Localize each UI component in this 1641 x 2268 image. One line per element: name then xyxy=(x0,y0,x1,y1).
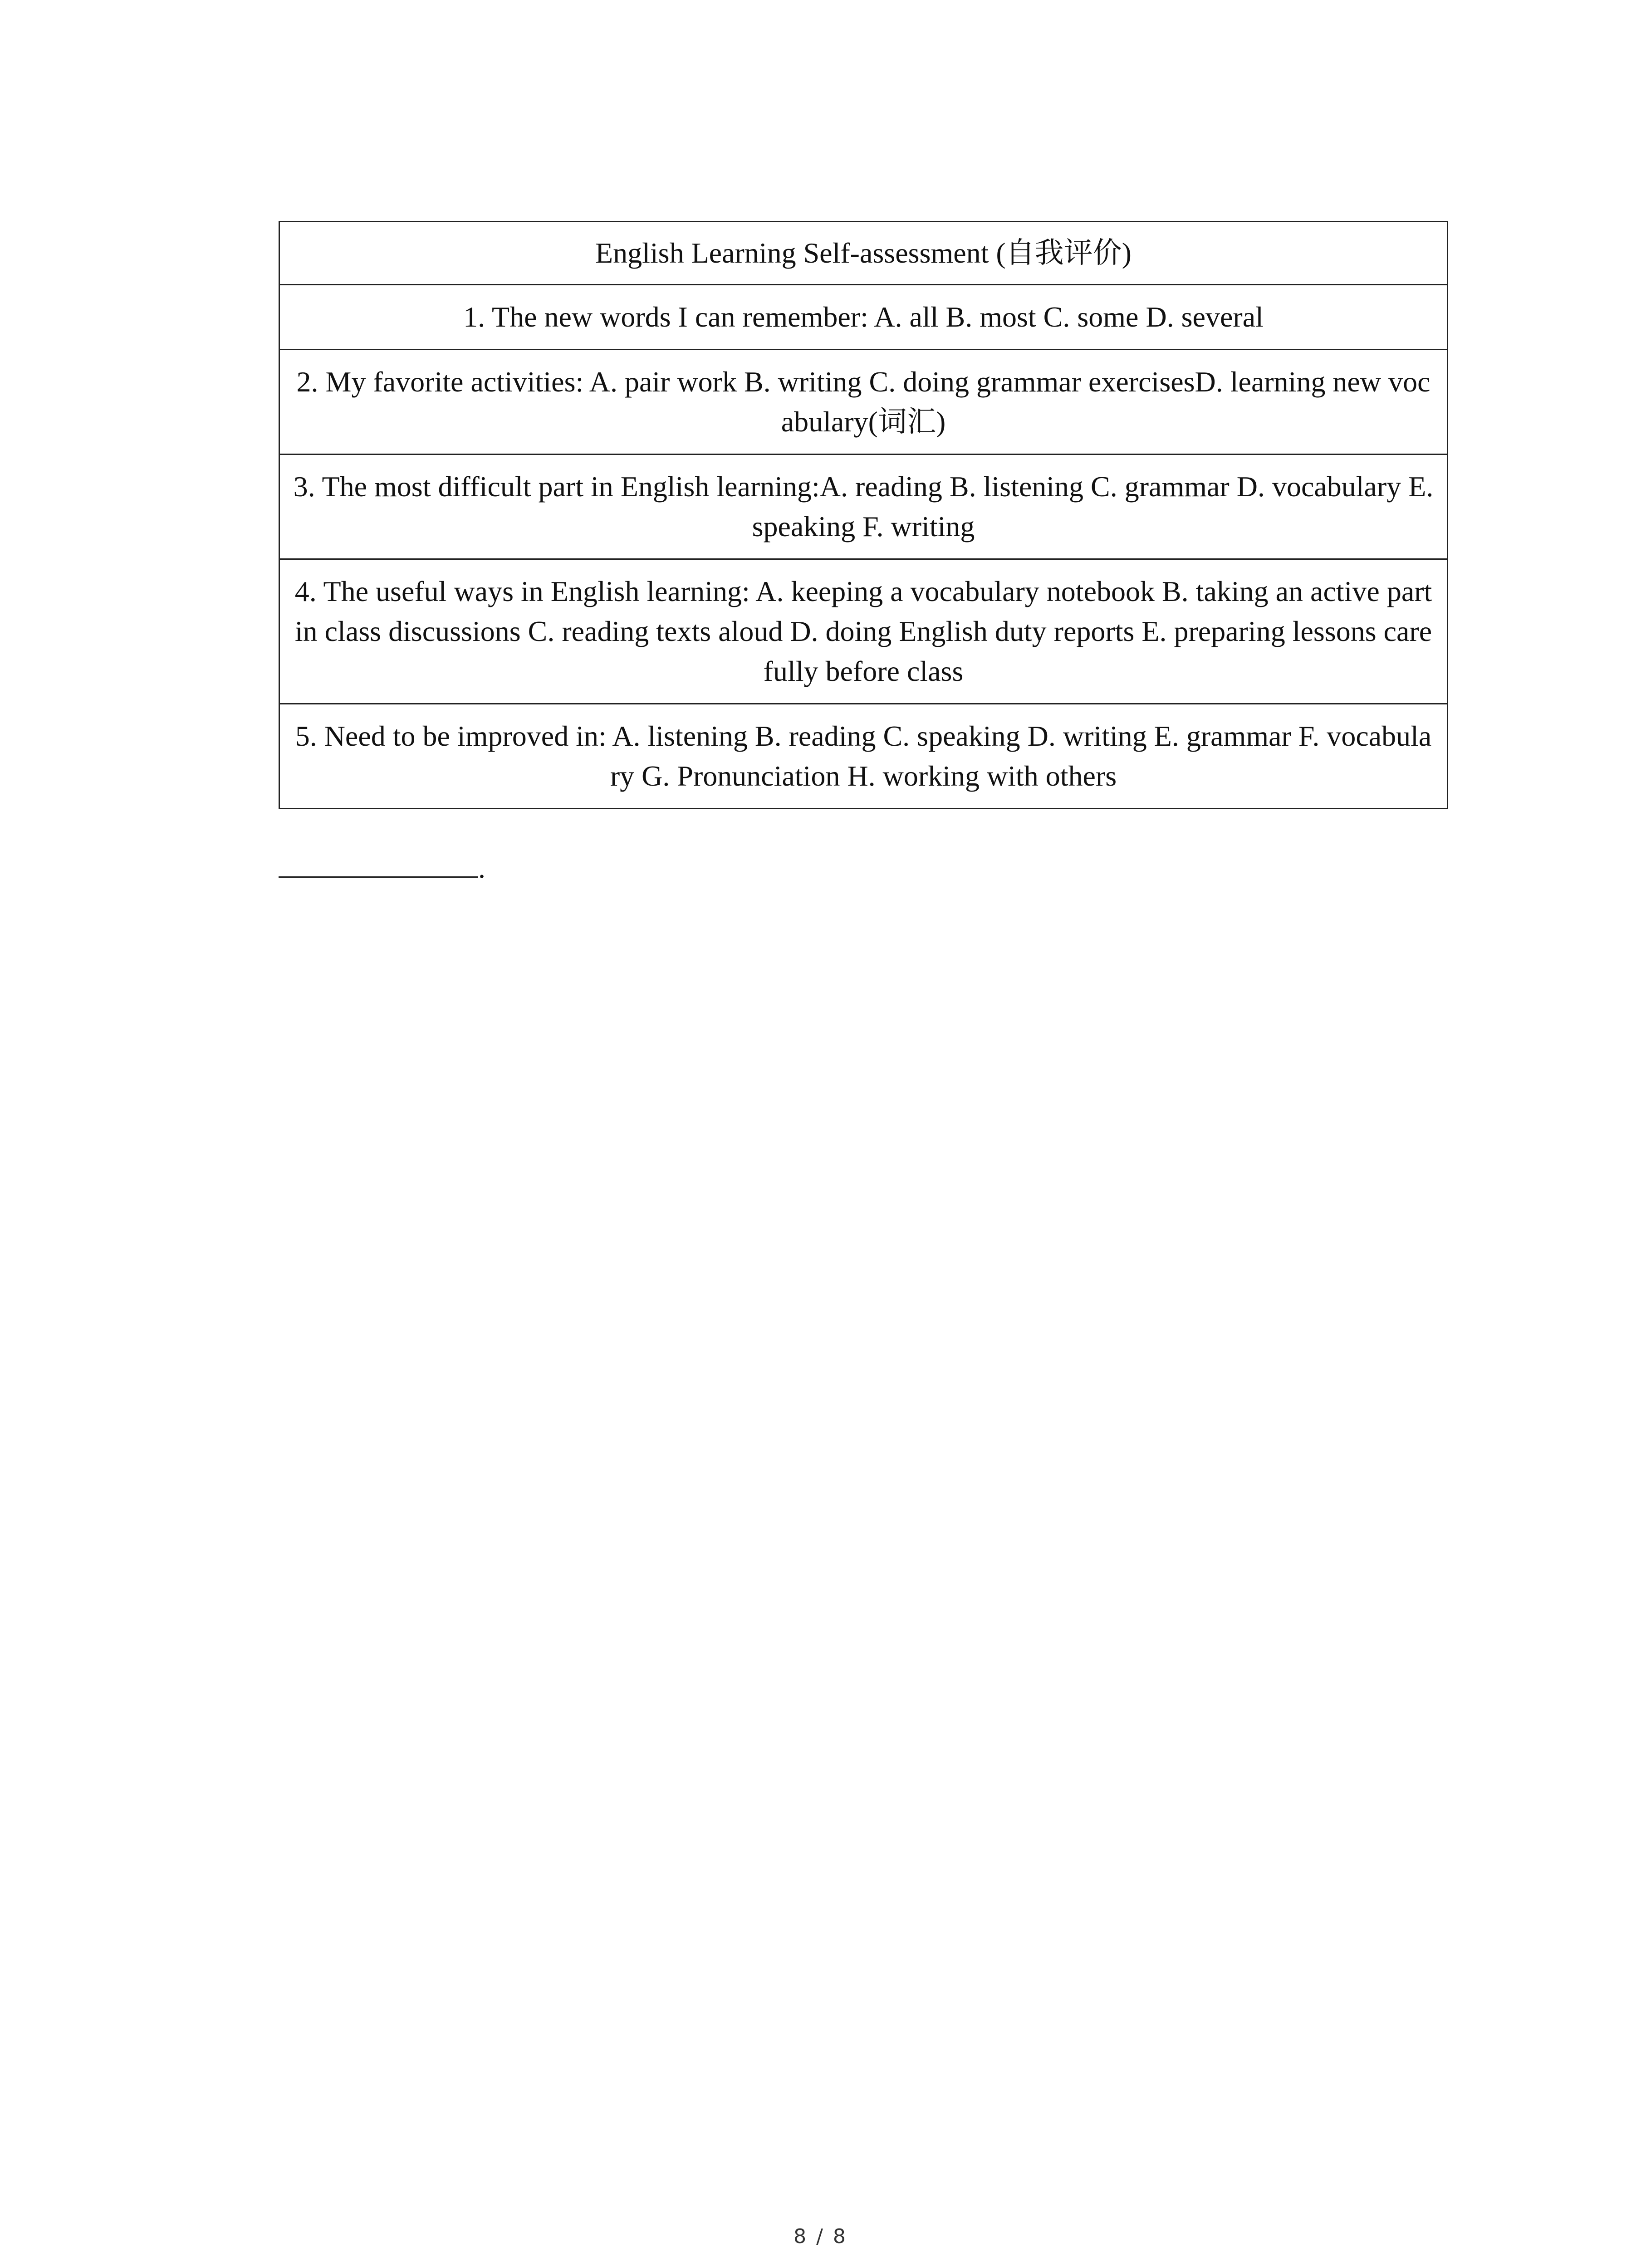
table-row xyxy=(279,559,1448,704)
self-assessment-table xyxy=(279,221,1448,809)
table-title: English Learning Self-assessment (自我评价) xyxy=(279,222,1448,285)
question-1-cell: 1. The new words I can remember: A. all B. most C. some D. several xyxy=(279,285,1448,350)
answer-blank[interactable] xyxy=(279,846,478,878)
table-row xyxy=(279,704,1448,809)
table-row xyxy=(279,455,1448,559)
page-number: 8 / 8 xyxy=(794,2225,847,2248)
question-3-cell: 3. The most difficult part in English learning:A. reading B. listening C. grammar D. vocabulary E. speaking F. writing xyxy=(279,455,1448,559)
table-header-row xyxy=(279,222,1448,285)
question-4-cell: 4. The useful ways in English learning: A. keeping a vocabulary notebook B. taking an active part in class discussions C. reading texts aloud D. doing English duty reports E. preparing lessons carefully before class xyxy=(279,559,1448,704)
table-row xyxy=(279,350,1448,455)
answer-period: . xyxy=(478,852,485,884)
question-5-cell: 5. Need to be improved in: A. listening B. reading C. speaking D. writing E. grammar F. vocabulary G. Pronunciation H. working with others xyxy=(279,704,1448,809)
table-row xyxy=(279,285,1448,350)
answer-line xyxy=(279,846,485,886)
question-2-cell: 2. My favorite activities: A. pair work B. writing C. doing grammar exercisesD. learning new vocabulary(词汇) xyxy=(279,350,1448,455)
